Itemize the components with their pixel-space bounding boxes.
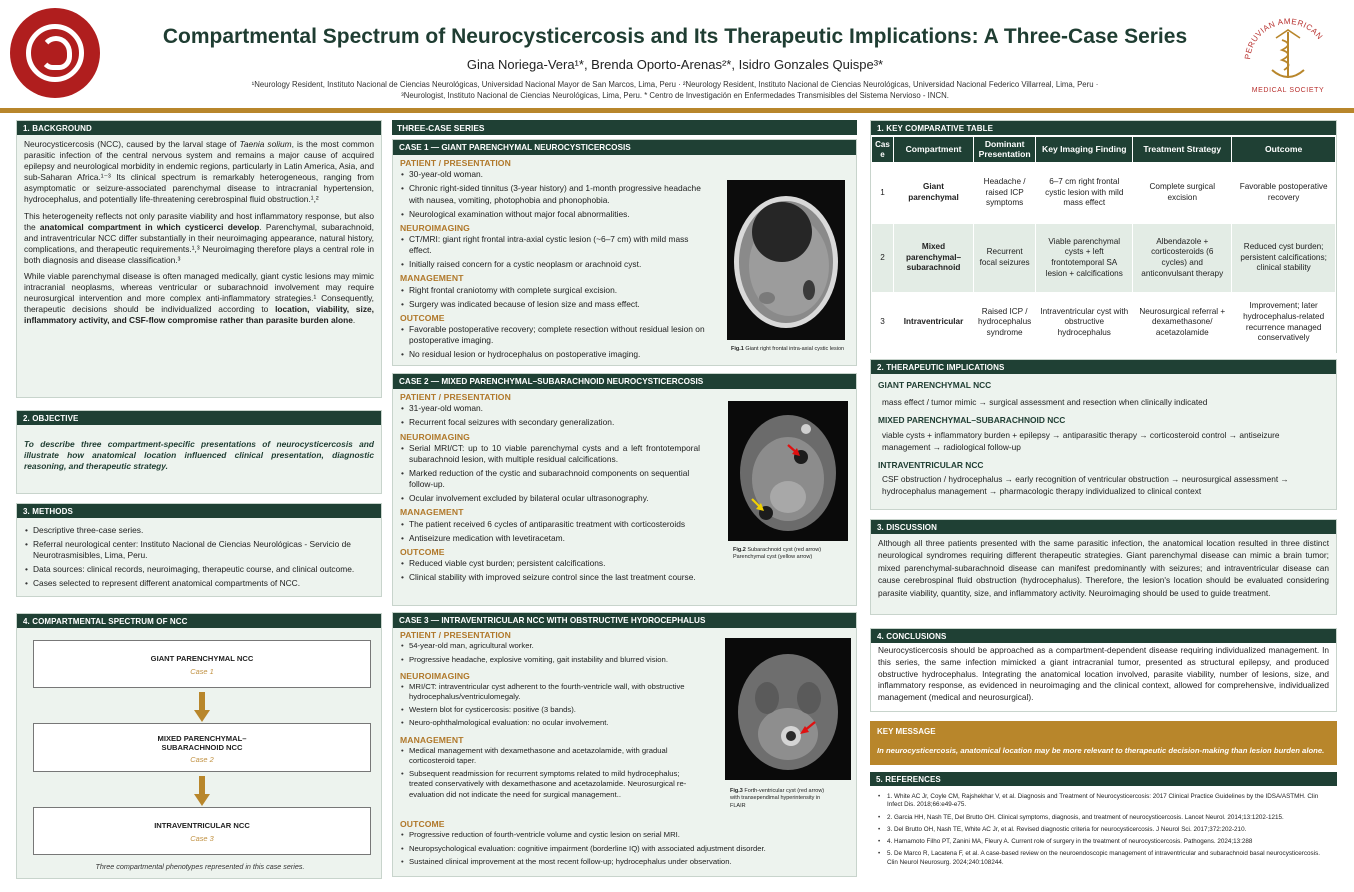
case2-neuroimaging-label: NEUROIMAGING [400, 431, 470, 442]
case3-heading: CASE 3 — INTRAVENTRICULAR NCC WITH OBSTRUCTIVE HYDROCEPHALUS [393, 613, 856, 628]
background-paragraph-3: While viable parenchymal disease is often managed medically, giant cystic lesions may mimic intracranial neoplasms, whereas ventricular or subarachnoid involvement may require neurosurgical intervention and more complex anti-inflammatory strategies.¹ Consequently, therapeutic decisions should be individualized according to location, viability, size, inflammatory activity, and CSF-flow compromise rather than parasite burden alone. [24, 271, 375, 326]
table-cell: Intraventricular [894, 293, 974, 353]
logo-head-silhouette [40, 36, 72, 70]
table-cell: 6–7 cm right frontal cystic lesion with mild mass effect [1036, 163, 1133, 224]
case3-management-item: • Medical management with dexamethasone and acetazolamide, with gradual corticosteroid taper. [400, 746, 702, 766]
table-column-header: Dominant Presentation [974, 137, 1036, 163]
case3-outcome-label: OUTCOME [400, 819, 445, 829]
spectrum-caption: Three compartmental phenotypes represented in this case series. [95, 862, 305, 871]
header-divider [0, 108, 1354, 113]
implications-giant-text: mass effect / tumor mimic → surgical assessment and resection when clinically indicated [882, 397, 1208, 408]
objective-panel [16, 410, 382, 494]
case3-neuroimaging-item: • MRI/CT: intraventricular cyst adherent to the fourth-ventricle wall, with obstructive hydrocephalus/ventriculomegaly. [400, 682, 702, 702]
table-cell: 2 [872, 224, 894, 293]
discussion-panel [870, 519, 1337, 615]
series-heading: THREE-CASE SERIES [392, 120, 857, 135]
case2-neuroimaging-item: • Serial MRI/CT: up to 10 viable parenchymal cysts and a left frontotemporal subarachnoid lesion, with multiple residual calcifications. [400, 443, 700, 465]
case2-management-item: • Antiseizure medication with levetiracetam. [400, 533, 700, 544]
table-header-row [872, 137, 1336, 163]
references-panel [870, 772, 1337, 878]
case2-management-label: MANAGEMENT [400, 507, 464, 518]
background-paragraph-1: Neurocysticercosis (NCC), caused by the larval stage of Taenia solium, is the most common parasitic infection of the central nervous system and remains a major cause of acquired epilepsy and neurological morbidity in endemic regions, particularly in Latin America, Asia, and sub-Saharan Africa.¹⁻³ Its clinical spectrum is remarkably heterogeneous, ranging from asymptomatic or seizure-associated parenchymal disease to intracranial hypertension, hydrocephalus, and potentially life-threatening cerebrospinal fluid obstruction.¹,² [24, 139, 374, 205]
table-column-header: Case [872, 137, 894, 163]
case1-presentation-item: • Neurological examination without major focal abnormalities. [400, 209, 711, 220]
poster-title: Compartmental Spectrum of Neurocysticercosis and Its Therapeutic Implications: A Three-Case Series [162, 25, 1188, 48]
case2-presentation-item: • Recurrent focal seizures with secondary generalization. [400, 417, 700, 428]
references-list [877, 793, 1330, 867]
table-column-header: Key Imaging Finding [1036, 137, 1133, 163]
table-cell: 3 [872, 293, 894, 353]
reference-item: • 5. De Marco R, Lacatena F, et al. A case-based review on the neuroendoscopic management of intraventricular and subarachnoid basal neurocysticercosis. Clin Neurol Neurosurg. 2024;240:108244. [877, 850, 1330, 867]
case3-figure-caption: Fig.3 Forth-ventricular cyst (red arrow) with transependimal hyperintensity in FLAIR [730, 788, 825, 809]
key-message-text: In neurocysticercosis, anatomical location may be more relevant to therapeutic decision-making than lesion burden alone. [877, 745, 1325, 755]
discussion-text: Although all three patients presented with the same parasitic infection, the anatomical location resulted in three distinct neurological syndromes requiring different therapeutic strategies. Giant parenchymal disease can mimic a brain tumor; mixed parenchymal-subarachnoid disease can manifest predominantly with seizures; and intraventricular disease can cause cerebrospinal fluid obstruction (hydrocephalus). Therefore, the lesion's location should be evaluated considering parasite viability, quantity, size, and inflammatory activity. Neuroimaging should be used to guide treatment. [878, 538, 1329, 598]
table-row [872, 224, 1336, 293]
table-cell: Intraventricular cyst with obstructive hydrocephalus [1036, 293, 1133, 353]
methods-list [24, 525, 374, 589]
case1-ct-image [727, 180, 845, 340]
methods-item: • Descriptive three-case series. [24, 525, 374, 536]
case2-management-item: • The patient received 6 cycles of antiparasitic treatment with corticosteroids [400, 519, 700, 530]
poster-authors: Gina Noriega-Vera¹*, Brenda Oporto-Arenas²*, Isidro Gonzales Quispe³* [466, 57, 884, 72]
table-column-header: Treatment Strategy [1133, 137, 1232, 163]
table-row [872, 163, 1336, 224]
table-cell: Reduced cyst burden; persistent calcifications; clinical stability [1232, 224, 1336, 293]
reference-item: • 4. Hamamoto Filho PT, Zanini MA, Fleury A. Current role of surgery in the treatment of neurocysticercosis. Pathogens. 2024;13:288 [877, 838, 1330, 846]
case3-presentation-item: • 54-year-old man, agricultural worker. [400, 641, 702, 651]
spectrum-box-label: GIANT PARENCHYMAL NCC [150, 654, 254, 663]
affiliation-line-2: ³Neurologist, Instituto Nacional de Ciencias Neurológicas, Lima, Peru. * Centro de Investigación en Enfermedades Transmisibles del Sistema Nervioso - INCN. [401, 91, 949, 101]
svg-text:PERUVIAN AMERICAN: PERUVIAN AMERICAN [1243, 16, 1325, 60]
comparative-table [871, 136, 1336, 353]
methods-item: • Referral neurological center: Instituto Nacional de Ciencias Neurológicas - Servicio de Neurotrasmisibles, Lima, Peru. [24, 539, 374, 561]
case3-panel [392, 612, 857, 877]
case3-mri-image [725, 638, 851, 780]
key-message-box [870, 721, 1337, 765]
spectrum-box-label: INTRAVENTRICULAR NCC [154, 821, 250, 830]
conclusions-heading: 4. CONCLUSIONS [871, 629, 1336, 643]
table-cell: Recurrent focal seizures [974, 224, 1036, 293]
table-cell: Favorable postoperative recovery [1232, 163, 1336, 224]
case1-panel [392, 139, 857, 366]
spectrum-box-mixed [33, 723, 371, 772]
methods-heading: 3. METHODS [17, 504, 381, 518]
spectrum-heading: 4. COMPARTMENTAL SPECTRUM OF NCC [17, 614, 381, 628]
poster-header [0, 0, 1354, 108]
implications-mixed-text: viable cysts + inflammatory burden + epilepsy → antiparasitic therapy → corticosteroid control → antiseizure management → radiological follow-up [882, 429, 1280, 453]
case3-neuroimaging-item: • Neuro-ophthalmological evaluation: no ocular involvement. [400, 718, 702, 728]
case2-panel [392, 373, 857, 606]
poster-affiliations [110, 79, 1240, 102]
table-cell: Improvement; later hydrocephalus-related recurrence managed conservatively [1232, 293, 1336, 353]
case3-presentation-label: PATIENT / PRESENTATION [400, 630, 511, 640]
case1-outcome-label: OUTCOME [400, 312, 445, 323]
case1-management-item: • Surgery was indicated because of lesion size and mass effect. [400, 299, 711, 310]
methods-panel [16, 503, 382, 597]
case3-outcome-item: • Progressive reduction of fourth-ventricle volume and cystic lesion on serial MRI. [400, 830, 846, 840]
table-cell: Giant parenchymal [894, 163, 974, 224]
reference-item: • 3. Del Brutto OH, Nash TE, White AC Jr, et al. Revised diagnostic criteria for neurocysticercosis. J Neurol Sci. 2017;372:202-210. [877, 826, 1330, 834]
case3-neuroimaging-item: • Western blot for cysticercosis: positive (3 bands). [400, 705, 702, 715]
case1-presentation-item: • 30-year-old woman. [400, 169, 711, 180]
table-cell: Mixed parenchymal–subarachnoid [894, 224, 974, 293]
case1-presentation-label: PATIENT / PRESENTATION [400, 158, 511, 168]
implications-panel [870, 359, 1337, 510]
case2-presentation-item: • 31-year-old woman. [400, 403, 700, 414]
case3-management-label: MANAGEMENT [400, 734, 464, 745]
conclusions-panel [870, 628, 1337, 712]
case1-outcome-item: • No residual lesion or hydrocephalus on postoperative imaging. [400, 349, 711, 360]
spectrum-box-case: Case 1 [190, 667, 214, 677]
methods-item: • Cases selected to represent different anatomical compartments of NCC. [24, 578, 374, 589]
case2-outcome-item: • Clinical stability with improved seizure control since the last treatment course. [400, 572, 700, 583]
svg-text:MEDICAL SOCIETY: MEDICAL SOCIETY [1251, 87, 1325, 94]
case1-neuroimaging-item: • CT/MRI: giant right frontal intra-axial cystic lesion (~6–7 cm) with mild mass effect. [400, 234, 711, 256]
spectrum-box-giant [33, 640, 371, 688]
table-cell: Raised ICP / hydrocephalus syndrome [974, 293, 1036, 353]
down-arrow-icon [194, 692, 210, 722]
references-heading: 5. REFERENCES [870, 772, 1337, 786]
table-cell: Albendazole + corticosteroids (6 cycles) and anticonvulsant therapy [1133, 224, 1232, 293]
institution-logo [10, 8, 100, 98]
table-cell: Complete surgical excision [1133, 163, 1232, 224]
case2-figure-caption: Fig.2 Subarachnoid cyst (red arrow) Parenchymal cyst (yellow arrow) [733, 547, 822, 561]
implications-heading: 2. THERAPEUTIC IMPLICATIONS [871, 360, 1336, 374]
table-row [872, 293, 1336, 353]
table-column-header: Outcome [1232, 137, 1336, 163]
objective-text: To describe three compartment-specific presentations of neurocysticercosis and illustrate how anatomical location influenced clinical presentation, diagnostic reasoning, and therapeutic strategy. [24, 439, 374, 472]
table-heading: 1. KEY COMPARATIVE TABLE [871, 121, 1336, 135]
case2-neuroimaging-item: • Marked reduction of the cystic and subarachnoid components on sequential follow-up. [400, 468, 700, 490]
conclusions-text: Neurocysticercosis should be approached as a compartment-dependent disease requiring individualized management. In this series, the same infection mimicked a giant intracranial tumor, presented as structural epilepsy, and produced obstructive hydrocephalus. Integrating the anatomical location involved, parasite viability, number of lesions, size, and inflammatory response, as evidenced in neuroimaging and the clinical context, allowed for comprehensive, individualized management (medical and neurosurgical). [878, 645, 1329, 703]
down-arrow-icon [194, 776, 210, 806]
case3-neuroimaging-label: NEUROIMAGING [400, 670, 470, 681]
table-cell: 1 [872, 163, 894, 224]
reference-item: • 2. Garcia HH, Nash TE, Del Brutto OH. Clinical symptoms, diagnosis, and treatment of neurocysticercosis. Lancet Neurol. 2014;13:1202-1215. [877, 814, 1330, 822]
implications-intra-text: CSF obstruction / hydrocephalus → early recognition of ventricular obstruction → neurosurgical assessment → hydrocephalus management → pharmacologic therapy individualized to clinical context [882, 473, 1289, 496]
spectrum-box-case: Case 2 [190, 755, 214, 765]
implications-intra-label: INTRAVENTRICULAR NCC [878, 459, 984, 470]
case3-outcome-item: • Sustained clinical improvement at the most recent follow-up; hydrocephalus under observation. [400, 857, 846, 867]
discussion-heading: 3. DISCUSSION [871, 520, 1336, 534]
background-panel [16, 120, 382, 398]
case3-management-item: • Subsequent readmission for recurrent symptoms related to mild hydrocephalus; treated conservatively with dexamethasone and acetazolamide. Neurosurgical re-evaluation did not indicate the need for surgical management.. [400, 769, 702, 799]
background-heading: 1. BACKGROUND [17, 121, 381, 135]
table-cell: Neurosurgical referral + dexamethasone/ acetazolamide [1133, 293, 1232, 353]
case1-presentation-item: • Chronic right-sided tinnitus (3-year history) and 1-month progressive headache with nausea, vomiting, photophobia and phonophobia. [400, 183, 711, 205]
case1-figure-caption: Fig.1 Giant right frontal intra-axial cystic lesion [731, 346, 845, 352]
spectrum-box-intraventricular [33, 807, 371, 855]
case1-management-item: • Right frontal craniotomy with complete surgical excision. [400, 285, 711, 296]
spectrum-box-label: MIXED PARENCHYMAL– SUBARACHNOID NCC [157, 734, 247, 753]
key-message-heading: KEY MESSAGE [877, 727, 936, 736]
reference-item: • 1. White AC Jr, Coyle CM, Rajshekhar V, et al. Diagnosis and Treatment of Neurocysticercosis: 2017 Clinical Practice Guidelines by the IDSA/ASTMH. Clin Infect Dis. 2018;66:e49-e75. [877, 793, 1330, 810]
table-column-header: Compartment [894, 137, 974, 163]
case3-presentation-item: • Progressive headache, explosive vomiting, gait instability and blurred vision. [400, 655, 702, 665]
objective-heading: 2. OBJECTIVE [17, 411, 381, 425]
methods-item: • Data sources: clinical records, neuroimaging, therapeutic course, and clinical outcome. [24, 564, 374, 575]
affiliation-line-1: ¹Neurology Resident, Instituto Nacional de Ciencias Neurológicas, Universidad Nacional Mayor de San Marcos, Lima, Peru · ²Neurology Resident, Instituto Nacional de Ciencias Neurológicas, Universidad Nacional Federico Villarreal, Lima, Peru · [251, 80, 1099, 89]
case1-management-label: MANAGEMENT [400, 273, 464, 284]
table-cell: Headache / raised ICP symptoms [974, 163, 1036, 224]
case2-mri-image [728, 401, 848, 541]
background-paragraph-2: This heterogeneity reflects not only parasite viability and host inflammatory response, but also the anatomical compartment in which cysticerci develop. Parenchymal, subarachnoid, and intraventricular NCC differ substantially in their neuroimaging appearance, natural history, complications, and therapeutic requirements.¹,³ Neuroimaging therefore plays a central role in both diagnosis and disease classification.³ [24, 210, 374, 265]
case2-outcome-item: • Reduced viable cyst burden; persistent calcifications. [400, 558, 700, 569]
implications-mixed-label: MIXED PARENCHYMAL–SUBARACHNOID NCC [878, 414, 1066, 425]
case1-heading: CASE 1 — GIANT PARENCHYMAL NEUROCYSTICERCOSIS [393, 140, 856, 155]
implications-giant-label: GIANT PARENCHYMAL NCC [878, 380, 992, 390]
spectrum-box-case: Case 3 [190, 834, 214, 844]
case1-outcome-item: • Favorable postoperative recovery; complete resection without residual lesion on postoperative imaging. [400, 324, 711, 346]
case1-neuroimaging-label: NEUROIMAGING [400, 222, 470, 233]
case2-outcome-label: OUTCOME [400, 546, 445, 557]
table-cell: Viable parenchymal cysts + left frontotemporal SA lesion + calcifications [1036, 224, 1133, 293]
case3-outcome-item: • Neuropsychological evaluation: cognitive impairment (borderline IQ) with associated adjustment disorder. [400, 844, 846, 854]
table-panel [870, 120, 1337, 353]
case2-heading: CASE 2 — MIXED PARENCHYMAL–SUBARACHNOID NEUROCYSTICERCOSIS [393, 374, 856, 389]
case2-neuroimaging-item: • Ocular involvement excluded by bilateral ocular ultrasonography. [400, 493, 700, 504]
case2-presentation-label: PATIENT / PRESENTATION [400, 392, 511, 402]
society-logo [1238, 10, 1338, 100]
case1-neuroimaging-item: • Initially raised concern for a cystic neoplasm or arachnoid cyst. [400, 259, 711, 270]
spectrum-panel [16, 613, 382, 879]
